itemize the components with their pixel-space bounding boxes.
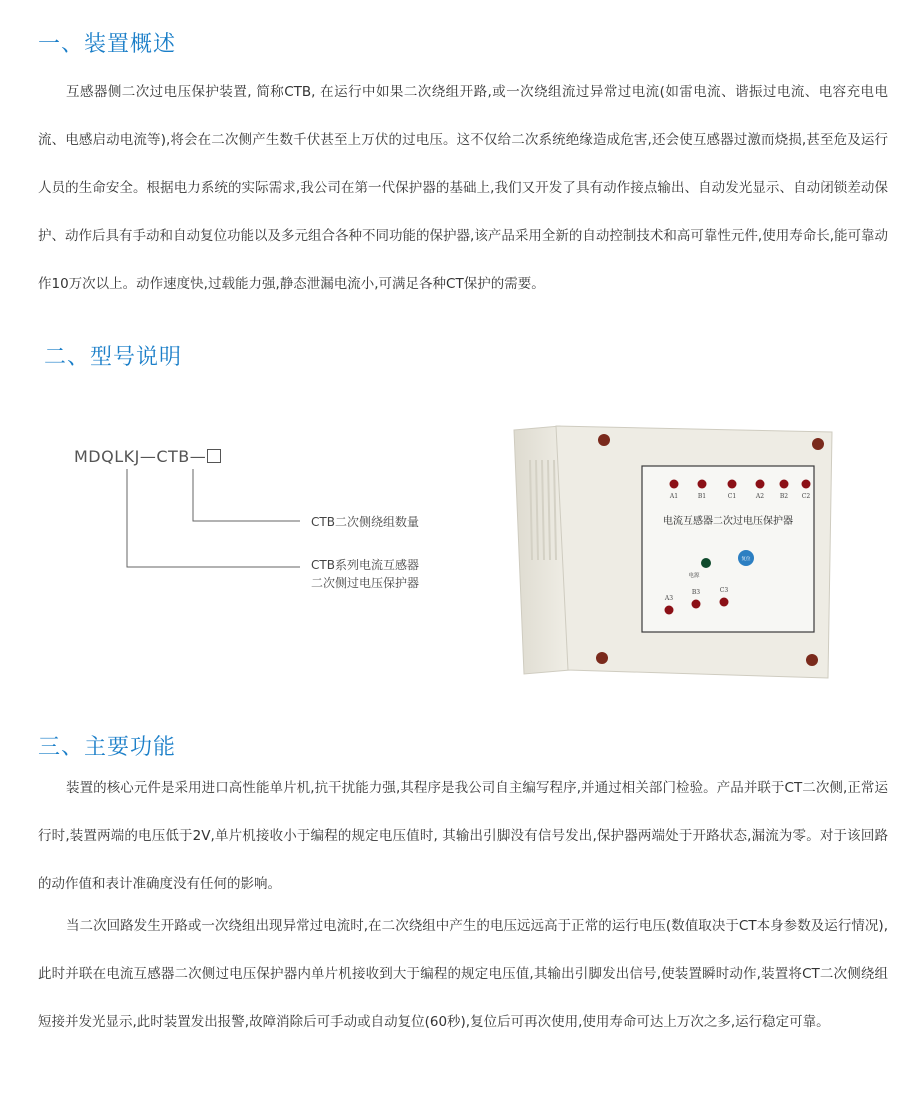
protector-device-illustration — [510, 420, 840, 680]
led-a1 — [670, 480, 679, 489]
led-c1 — [728, 480, 737, 489]
power-label: 电源 — [688, 573, 700, 579]
leader-line-count — [193, 469, 300, 521]
power-led — [701, 558, 711, 568]
led-label-c1: C1 — [727, 493, 737, 500]
leader-line-series — [127, 469, 300, 567]
led-b1 — [698, 480, 707, 489]
reset-label: 复位 — [741, 557, 751, 562]
product-image — [510, 420, 840, 680]
mount-hole-bottom-left — [596, 652, 608, 664]
section-title-overview: 一、装置概述 — [38, 32, 177, 57]
led-c2 — [802, 480, 811, 489]
model-code-text: MDQLKJ—CTB— — [74, 447, 207, 466]
led-label-c2: C2 — [801, 493, 811, 500]
functions-paragraph-1: 装置的核心元件是采用进口高性能单片机,抗干扰能力强,其程序是我公司自主编写程序,并通过相关部门检验。产品并联于CT二次侧,正常运行时,装置两端的电压低于2V,单片机接收小于编程的规定电压值时, 其输出引脚没有信号发出,保护器两端处于开路状态,漏流为零。对于该回路的动作值和表计准确度没有任何的影响。 — [38, 780, 888, 892]
mount-hole-bottom-right — [806, 654, 818, 666]
section-title-functions: 三、主要功能 — [38, 735, 177, 760]
led-label-a2: A2 — [755, 493, 765, 500]
functions-paragraph-2: 当二次回路发生开路或一次绕组出现异常过电流时,在二次绕组中产生的电压远远高于正常的运行电压(数值取决于CT本身参数及运行情况),此时并联在电流互感器二次侧过电压保护器内单片机接收到大于编程的规定电压值,其输出引脚发出信号,使装置瞬时动作,装置将CT二次侧绕组短接并发光显示,此时装置发出报警,故障消除后可手动或自动复位(60秒),复位后可再次使用,使用寿命可达上万次之多,运行稳定可靠。 — [38, 918, 888, 1030]
mount-hole-top-left — [598, 434, 610, 446]
led-b3 — [692, 600, 701, 609]
label-winding-count: CTB二次侧绕组数量 — [311, 515, 419, 529]
led-label-b1: B1 — [697, 493, 707, 500]
led-label-a3: A3 — [664, 595, 674, 602]
model-code — [74, 447, 221, 466]
led-a3 — [665, 606, 674, 615]
panel-title: 电流互感器二次过电压保护器 — [663, 516, 793, 527]
led-label-b3: B3 — [691, 589, 701, 596]
led-label-b2: B2 — [779, 493, 789, 500]
label-series-line2: 二次侧过电压保护器 — [311, 576, 420, 590]
led-a2 — [756, 480, 765, 489]
model-code-placeholder-box — [207, 449, 221, 463]
led-label-c3: C3 — [719, 587, 729, 594]
mount-hole-top-right — [812, 438, 824, 450]
led-b2 — [780, 480, 789, 489]
section-title-model: 二、型号说明 — [44, 345, 183, 370]
led-label-a1: A1 — [669, 493, 679, 500]
overview-paragraph: 互感器侧二次过电压保护装置, 简称CTB, 在运行中如果二次绕组开路,或一次绕组流过异常过电流(如雷电流、谐振过电流、电容充电电流、电感启动电流等),将会在二次侧产生数千伏甚至上万伏的过电压。这不仅给二次系统绝缘造成危害,还会使互感器过激而烧损,甚至危及运行人员的生命安全。根据电力系统的实际需求,我公司在第一代保护器的基础上,我们又开发了具有动作接点输出、自动发光显示、自动闭锁差动保护、动作后具有手动和自动复位功能以及多元组合各种不同功能的保护器,该产品采用全新的自动控制技术和高可靠性元件,使用寿命长,能可靠动作10万次以上。动作速度快,过载能力强,静态泄漏电流小,可满足各种CT保护的需要。 — [38, 84, 888, 292]
led-c3 — [720, 598, 729, 607]
label-series-line1: CTB系列电流互感器 — [311, 558, 419, 572]
